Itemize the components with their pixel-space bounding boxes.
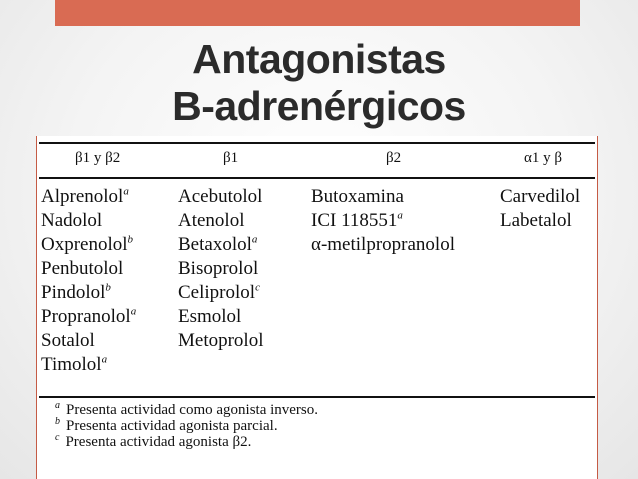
drug-name bbox=[41, 185, 136, 209]
drug-label: Acebutolol bbox=[178, 186, 263, 207]
table-top-rule bbox=[39, 142, 595, 144]
drug-name bbox=[178, 281, 264, 305]
drug-name bbox=[41, 305, 136, 329]
drug-name bbox=[500, 209, 580, 233]
column-beta1 bbox=[178, 185, 264, 353]
footnote-marker: a bbox=[101, 353, 108, 366]
footnote-marker: b bbox=[127, 233, 134, 246]
drug-name bbox=[178, 233, 264, 257]
table-bottom-rule bbox=[39, 396, 595, 398]
column-beta2 bbox=[311, 185, 455, 257]
drug-name bbox=[178, 257, 264, 281]
footnote-text: Presenta actividad agonista β2. bbox=[65, 434, 252, 450]
footnote-marker: b bbox=[105, 281, 111, 294]
drug-name bbox=[178, 305, 264, 329]
footnote-marker: a bbox=[251, 233, 258, 246]
drug-name bbox=[311, 185, 455, 209]
footnote-text: Presenta actividad agonista parcial. bbox=[66, 418, 278, 434]
header-alpha1-beta: α1 y β bbox=[524, 150, 562, 166]
drug-label: Butoxamina bbox=[311, 186, 404, 207]
drug-label: Alprenolol bbox=[41, 186, 124, 207]
drug-label: Celiprolol bbox=[178, 282, 256, 303]
drug-label: Labetalol bbox=[500, 210, 572, 231]
drug-label: Oxprenolol bbox=[41, 234, 128, 255]
drug-label: Propranolol bbox=[41, 306, 131, 327]
drug-label: Timolol bbox=[41, 354, 102, 375]
drug-name bbox=[500, 185, 580, 209]
footnote-marker: a bbox=[397, 209, 403, 222]
antagonists-table bbox=[36, 136, 598, 479]
drug-label: Nadolol bbox=[41, 210, 103, 231]
footnote-marker: a bbox=[130, 305, 137, 318]
drug-name bbox=[311, 209, 455, 233]
table-header-rule bbox=[39, 177, 595, 179]
header-beta2: β2 bbox=[386, 150, 402, 166]
footnote-mark: a bbox=[55, 400, 60, 411]
top-accent-bar bbox=[55, 0, 580, 26]
drug-label: Esmolol bbox=[178, 306, 242, 327]
drug-label: Atenolol bbox=[178, 210, 245, 231]
column-alpha1-beta bbox=[500, 185, 580, 233]
footnote-row bbox=[55, 402, 318, 418]
title-line-2: B-adrenérgicos bbox=[172, 83, 466, 129]
footnote-row bbox=[55, 418, 318, 434]
drug-label: α-metilpropranolol bbox=[311, 234, 455, 255]
header-beta1-beta2: β1 y β2 bbox=[75, 150, 121, 166]
drug-name bbox=[41, 257, 136, 281]
footnote-row bbox=[55, 434, 318, 450]
slide-title bbox=[0, 36, 638, 130]
drug-name bbox=[41, 209, 136, 233]
footnote-text: Presenta actividad como agonista inverso. bbox=[66, 402, 319, 418]
footnote-marker: c bbox=[255, 281, 260, 294]
drug-name bbox=[41, 281, 136, 305]
drug-label: Pindolol bbox=[41, 282, 106, 303]
drug-label: Carvedilol bbox=[500, 186, 581, 207]
drug-name bbox=[41, 233, 136, 257]
drug-label: Metoprolol bbox=[178, 330, 264, 351]
footnote-marker: a bbox=[123, 185, 129, 198]
title-line-1: Antagonistas bbox=[192, 36, 446, 82]
drug-label: Penbutolol bbox=[41, 258, 124, 279]
drug-name bbox=[41, 329, 136, 353]
drug-label: Bisoprolol bbox=[178, 258, 259, 279]
footnotes bbox=[55, 402, 318, 450]
header-beta1: β1 bbox=[223, 150, 239, 166]
footnote-mark: c bbox=[55, 432, 60, 443]
drug-name bbox=[178, 185, 264, 209]
drug-name bbox=[178, 209, 264, 233]
drug-label: ICI 118551 bbox=[311, 210, 398, 231]
footnote-mark: b bbox=[55, 416, 60, 427]
drug-name bbox=[311, 233, 455, 257]
drug-label: Betaxolol bbox=[178, 234, 252, 255]
drug-name bbox=[41, 353, 136, 377]
drug-name bbox=[178, 329, 264, 353]
column-beta1-beta2 bbox=[41, 185, 136, 377]
drug-label: Sotalol bbox=[41, 330, 95, 351]
